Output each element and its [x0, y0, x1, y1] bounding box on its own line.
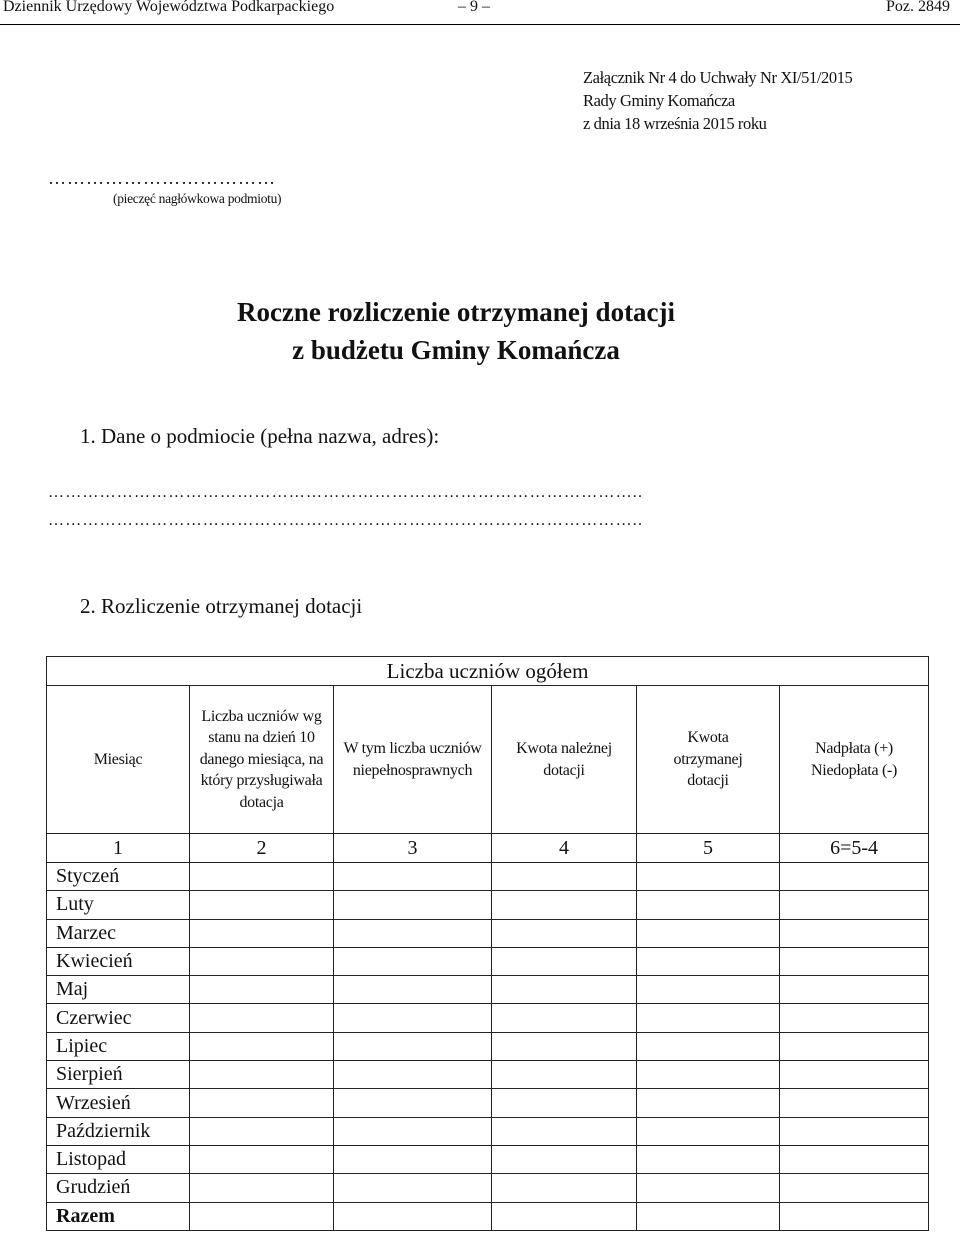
entity-data-line-1: ………………………………………………………………………………………….. [48, 484, 644, 501]
month-label: Grudzień [47, 1174, 190, 1202]
table-cell [637, 863, 780, 891]
annex-note [583, 66, 852, 135]
table-cell [637, 1061, 780, 1089]
table-cell [637, 1032, 780, 1060]
month-label: Lipiec [47, 1032, 190, 1060]
table-cell [492, 863, 637, 891]
month-label: Kwiecień [47, 947, 190, 975]
table-cell [637, 1117, 780, 1145]
table-cell [334, 1032, 492, 1060]
month-row [47, 1117, 929, 1145]
month-label: Maj [47, 976, 190, 1004]
table-cell [780, 1202, 929, 1230]
table-cell [190, 947, 334, 975]
document-title [0, 293, 960, 369]
column-number: 3 [334, 834, 492, 863]
month-row [47, 1061, 929, 1089]
entity-data-line-2: ………………………………………………………………………………………….. [48, 512, 644, 529]
table-cell [492, 1174, 637, 1202]
table-cell [334, 1174, 492, 1202]
title-line-1: Roczne rozliczenie otrzymanej dotacji [236, 297, 676, 327]
table-cell [190, 976, 334, 1004]
table-cell [334, 947, 492, 975]
table-cell [780, 976, 929, 1004]
table-cell [190, 1089, 334, 1117]
title-line-2: z budżetu Gminy Komańcza [292, 335, 620, 365]
table-cell [780, 919, 929, 947]
section-1-heading: 1. Dane o podmiocie (pełna nazwa, adres): [80, 424, 440, 448]
month-row [47, 891, 929, 919]
table-cell [334, 1004, 492, 1032]
table-cell [190, 1145, 334, 1173]
table-cell [492, 1117, 637, 1145]
column-numbers-row [47, 834, 929, 863]
column-number: 2 [190, 834, 334, 863]
month-row [47, 1032, 929, 1060]
table-cell [780, 1004, 929, 1032]
table-cell [190, 1061, 334, 1089]
month-label: Listopad [47, 1145, 190, 1173]
month-row [47, 1145, 929, 1173]
month-row [47, 1089, 929, 1117]
table-cell [190, 1032, 334, 1060]
table-cell [780, 863, 929, 891]
table-cell [334, 976, 492, 1004]
table-cell [492, 1202, 637, 1230]
month-label: Styczeń [47, 863, 190, 891]
table-cell [190, 919, 334, 947]
table-cell [637, 1004, 780, 1032]
group-header: Liczba uczniów ogółem [47, 657, 929, 686]
table-cell [780, 1117, 929, 1145]
table-cell [190, 1174, 334, 1202]
table-cell [190, 891, 334, 919]
month-label: Luty [47, 891, 190, 919]
position-number: Poz. 2849 [886, 0, 950, 15]
total-row [47, 1202, 929, 1230]
annex-line-2: Rady Gminy Komańcza [583, 91, 735, 110]
page-header [0, 0, 960, 25]
table-cell [780, 1174, 929, 1202]
month-label: Wrzesień [47, 1089, 190, 1117]
table-cell [780, 1061, 929, 1089]
table-cell [492, 1061, 637, 1089]
month-row [47, 1004, 929, 1032]
table-cell [780, 1032, 929, 1060]
month-row [47, 1174, 929, 1202]
table-cell [780, 947, 929, 975]
table-cell [637, 919, 780, 947]
column-header-disabled-count: W tym liczba uczniów niepełnosprawnych [334, 686, 492, 834]
table-cell [637, 1174, 780, 1202]
column-header-due-amount: Kwota należnej dotacji [492, 686, 637, 834]
month-row [47, 947, 929, 975]
table-cell [492, 919, 637, 947]
annex-line-3: z dnia 18 września 2015 roku [583, 114, 767, 133]
table-cell [190, 1117, 334, 1145]
journal-name: Dziennik Urzędowy Województwa Podkarpackiego [3, 0, 335, 15]
table-cell [637, 1202, 780, 1230]
table-cell [334, 863, 492, 891]
column-header-month: Miesiąc [47, 686, 190, 834]
table-cell [637, 1089, 780, 1117]
column-header-balance: Nadpłata (+) Niedopłata (-) [780, 686, 929, 834]
column-number: 1 [47, 834, 190, 863]
table-cell [334, 1117, 492, 1145]
stamp-label: (pieczęć nagłówkowa podmiotu) [113, 191, 282, 206]
table-cell [637, 1145, 780, 1173]
table-cell [492, 1089, 637, 1117]
table-cell [637, 891, 780, 919]
stamp-dots: ……………………………… [48, 168, 276, 188]
table-cell [780, 1089, 929, 1117]
table-cell [492, 1032, 637, 1060]
table-cell [492, 1145, 637, 1173]
month-label: Marzec [47, 919, 190, 947]
page-number: – 9 – [458, 0, 490, 15]
month-row [47, 863, 929, 891]
month-row [47, 919, 929, 947]
month-label: Październik [47, 1117, 190, 1145]
column-header-student-count: Liczba uczniów wg stanu na dzień 10 danego miesiąca, na który przysługiwała dotacja [190, 686, 334, 834]
table-cell [190, 1004, 334, 1032]
table-cell [334, 1089, 492, 1117]
table-cell [334, 1061, 492, 1089]
table-cell [492, 891, 637, 919]
table-cell [190, 863, 334, 891]
table-cell [334, 919, 492, 947]
settlement-table [46, 656, 929, 1231]
month-label: Czerwiec [47, 1004, 190, 1032]
table-cell [780, 891, 929, 919]
month-row [47, 976, 929, 1004]
annex-line-1: Załącznik Nr 4 do Uchwały Nr XI/51/2015 [583, 68, 853, 87]
table-cell [780, 1145, 929, 1173]
month-label: Sierpień [47, 1061, 190, 1089]
table-cell [637, 976, 780, 1004]
column-number: 5 [637, 834, 780, 863]
total-label: Razem [47, 1202, 190, 1230]
column-header-received-amount: Kwota otrzymanej dotacji [637, 686, 780, 834]
column-number: 6=5-4 [780, 834, 929, 863]
table-cell [637, 947, 780, 975]
table-cell [492, 947, 637, 975]
table-cell [492, 1004, 637, 1032]
table-cell [334, 1202, 492, 1230]
table-cell [190, 1202, 334, 1230]
section-2-heading: 2. Rozliczenie otrzymanej dotacji [80, 594, 363, 618]
table-cell [492, 976, 637, 1004]
table-cell [334, 1145, 492, 1173]
column-number: 4 [492, 834, 637, 863]
table-cell [334, 891, 492, 919]
